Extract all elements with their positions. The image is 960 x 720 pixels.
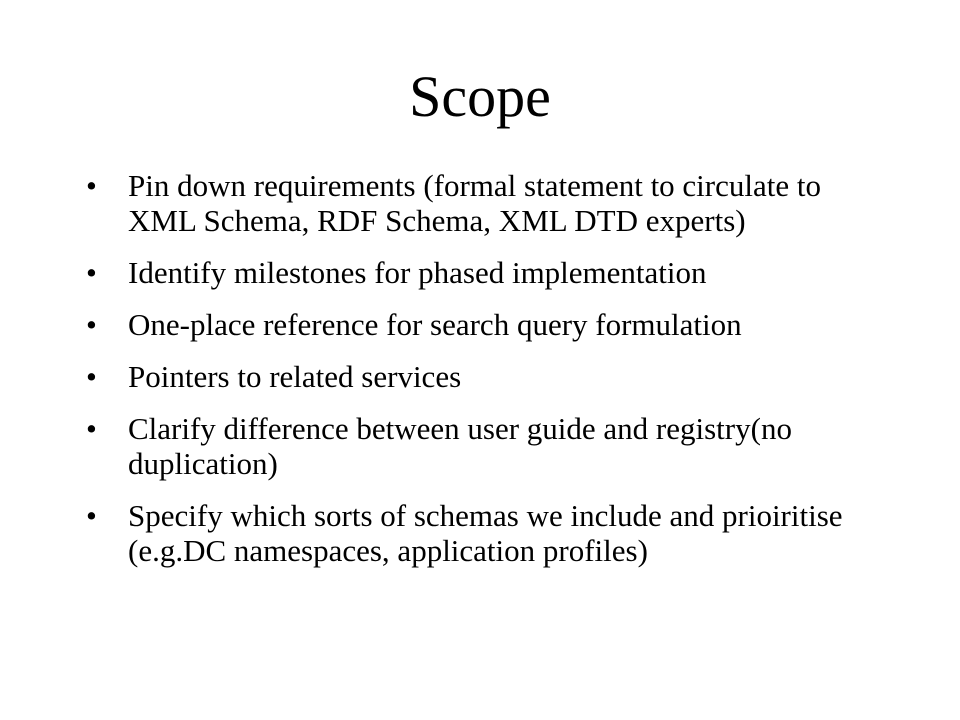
bullet-item xyxy=(86,255,886,290)
bullet-marker: • xyxy=(86,168,97,203)
bullet-text: Pin down requirements (formal statement to circulate to XML Schema, RDF Schema, XML DTD experts) xyxy=(128,168,821,238)
bullet-marker: • xyxy=(86,307,97,342)
slide-title: Scope xyxy=(409,64,551,129)
bullet-item xyxy=(86,307,886,342)
bullet-marker: • xyxy=(86,411,97,446)
bullet-text: Pointers to related services xyxy=(128,359,462,394)
bullet-text: Identify milestones for phased implementation xyxy=(128,255,707,290)
bullet-text: Clarify difference between user guide and registry(no duplication) xyxy=(128,411,792,481)
bullet-list xyxy=(86,168,886,585)
bullet-item xyxy=(86,411,886,481)
bullet-item xyxy=(86,498,886,568)
bullet-item xyxy=(86,168,886,238)
bullet-marker: • xyxy=(86,255,97,290)
bullet-marker: • xyxy=(86,359,97,394)
bullet-marker: • xyxy=(86,498,97,533)
bullet-text: Specify which sorts of schemas we include and prioiritise (e.g.DC namespaces, application profiles) xyxy=(128,498,843,568)
bullet-item xyxy=(86,359,886,394)
bullet-text: One-place reference for search query formulation xyxy=(128,307,742,342)
